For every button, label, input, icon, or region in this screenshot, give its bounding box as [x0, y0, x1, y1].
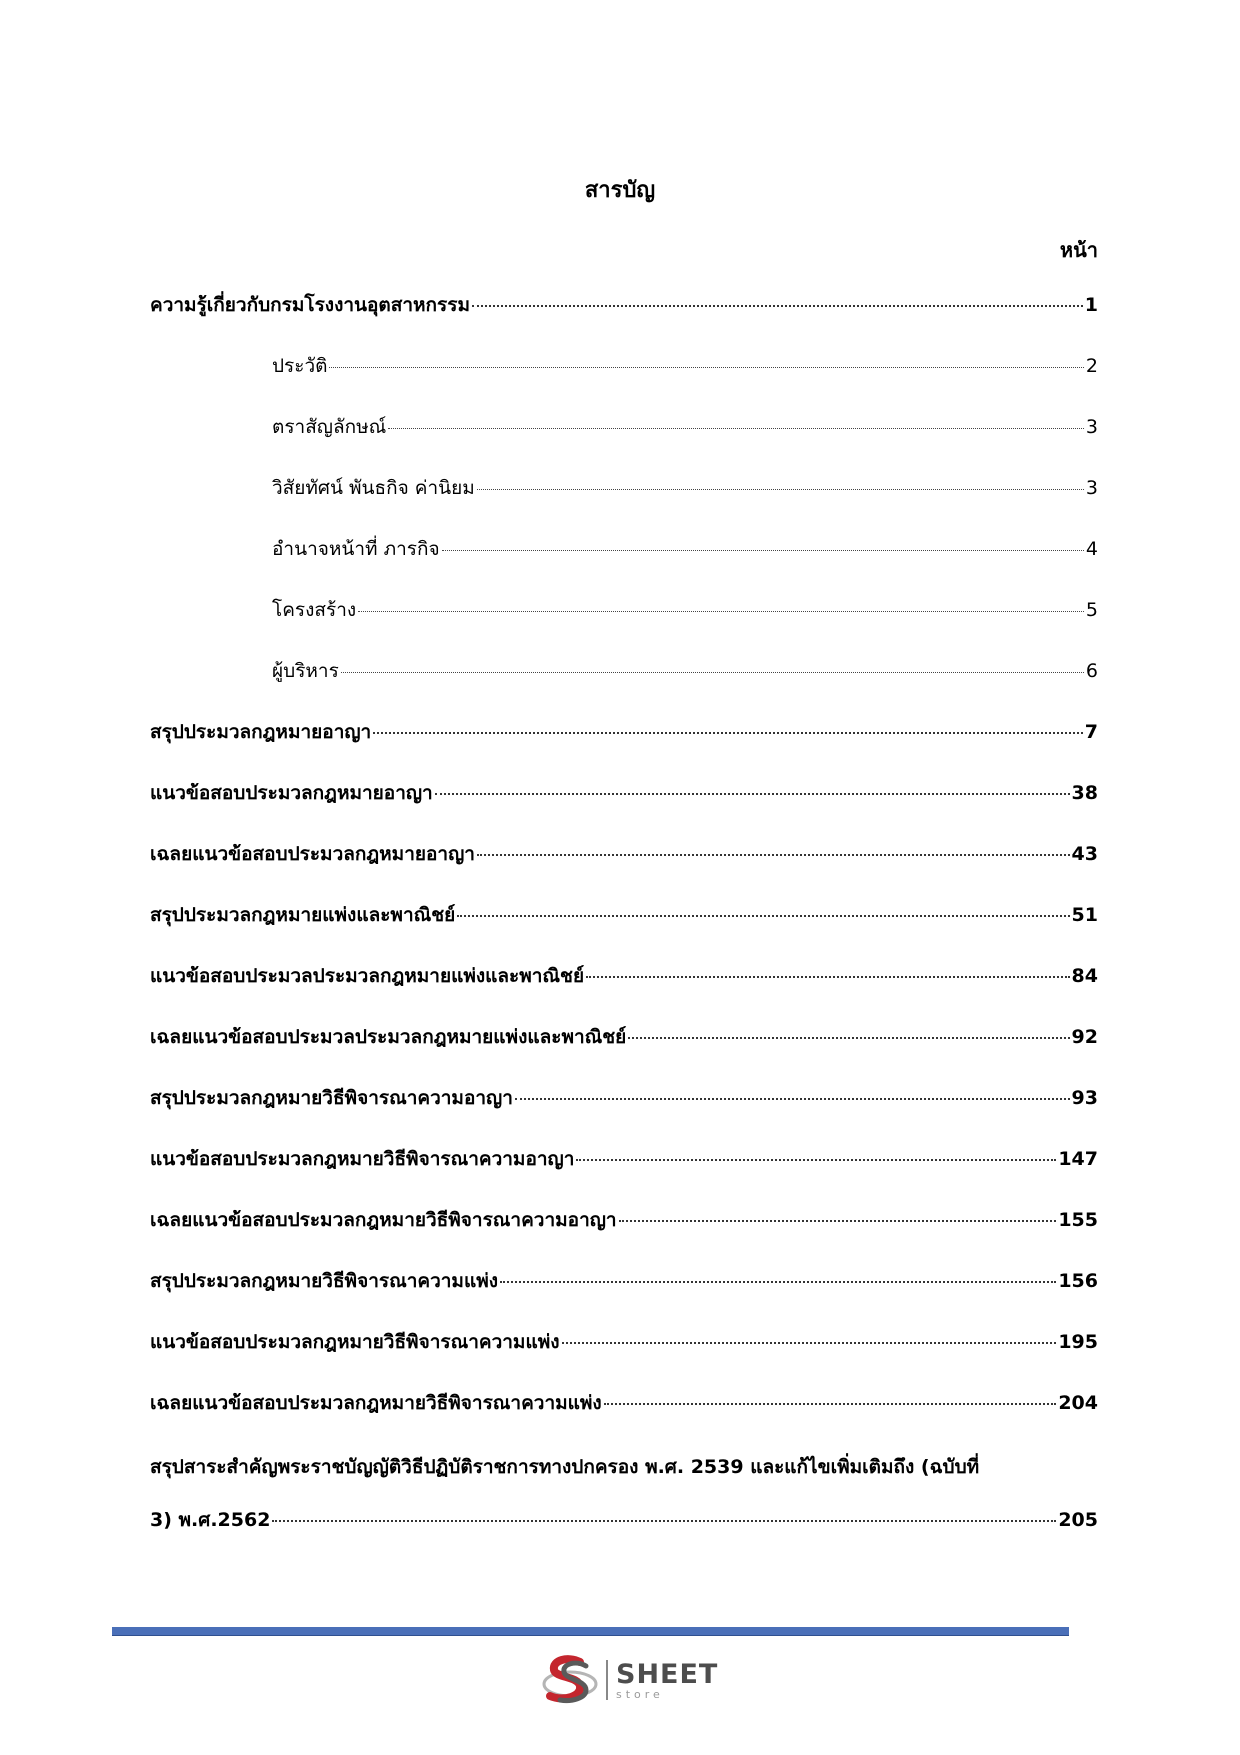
toc-entry-page: 2: [1085, 355, 1098, 377]
toc-subentry[interactable]: [150, 351, 1098, 412]
dot-leader: [472, 305, 1083, 307]
toc-entry-label: สรุปประมวลกฎหมายวิธีพิจารณาความแพ่ง: [150, 1270, 498, 1292]
toc-entry-label: ผู้บริหาร: [272, 660, 339, 682]
toc-entry-label-line2: 3) พ.ศ.2562: [150, 1509, 271, 1531]
dot-leader: [358, 611, 1084, 612]
toc-entry-label: แนวข้อสอบประมวลกฎหมายวิธีพิจารณาความอาญา: [150, 1148, 575, 1170]
toc-entry-label: อำนาจหน้าที่ ภารกิจ: [272, 538, 440, 560]
toc-entry[interactable]: [150, 1266, 1098, 1327]
toc-entry-label: เฉลยแนวข้อสอบประมวลกฎหมายวิธีพิจารณาความแพ่ง: [150, 1392, 602, 1414]
dot-leader: [562, 1342, 1057, 1344]
toc-entry-label: สรุปประมวลกฎหมายวิธีพิจารณาความอาญา: [150, 1087, 513, 1109]
toc-entry[interactable]: [150, 1083, 1098, 1144]
toc-entry-page: 84: [1071, 965, 1098, 987]
toc-entry-label: แนวข้อสอบประมวลประมวลกฎหมายแพ่งและพาณิชย์: [150, 965, 585, 987]
toc-entry-page: 147: [1058, 1148, 1098, 1170]
toc-entry[interactable]: [150, 1327, 1098, 1388]
toc-title: สารบัญ: [584, 178, 656, 203]
toc-entry-page: 195: [1058, 1331, 1098, 1353]
toc-subentry[interactable]: [150, 473, 1098, 534]
toc-entry-page: 93: [1071, 1087, 1098, 1109]
toc-entry-label: ประวัติ: [272, 355, 328, 377]
toc-entry[interactable]: [150, 778, 1098, 839]
toc-entry-page: 38: [1071, 782, 1098, 804]
toc-entry-label-line1: สรุปสาระสำคัญพระราชบัญญัติวิธีปฏิบัติราชการทางปกครอง พ.ศ. 2539 และแก้ไขเพิ่มเติมถึง (ฉบับที่: [150, 1456, 980, 1478]
toc-entry-page: 204: [1058, 1392, 1098, 1414]
toc-entry-label: เฉลยแนวข้อสอบประมวลประมวลกฎหมายแพ่งและพาณิชย์: [150, 1026, 627, 1048]
toc-subentry[interactable]: [150, 412, 1098, 473]
toc-entry-page: 43: [1071, 843, 1098, 865]
dot-leader: [457, 915, 1069, 917]
toc-entry[interactable]: [150, 290, 1098, 351]
toc-entry-page: 7: [1084, 721, 1098, 743]
dot-leader: [442, 550, 1084, 551]
dot-leader: [586, 976, 1069, 978]
toc-entry[interactable]: [150, 1205, 1098, 1266]
dot-leader: [604, 1403, 1057, 1405]
toc-entry-page: 51: [1071, 904, 1098, 926]
sheet-store-logo: [540, 1652, 718, 1708]
dot-leader: [628, 1037, 1069, 1039]
toc-entry-line2: [150, 1505, 1098, 1545]
toc-entry-label: เฉลยแนวข้อสอบประมวลกฎหมายวิธีพิจารณาความอาญา: [150, 1209, 617, 1231]
toc-entry-label: ความรู้เกี่ยวกับกรมโรงงานอุตสาหกรรม: [150, 294, 470, 316]
toc-entry-page: 1: [1084, 294, 1098, 316]
toc-entry[interactable]: [150, 1022, 1098, 1083]
dot-leader: [515, 1098, 1070, 1100]
toc-entry-label: วิสัยทัศน์ พันธกิจ ค่านิยม: [272, 477, 475, 499]
toc-entry-label: แนวข้อสอบประมวลกฎหมายวิธีพิจารณาความแพ่ง: [150, 1331, 560, 1353]
logo-separator: [606, 1660, 608, 1700]
toc-entry-page: 3: [1085, 477, 1098, 499]
toc-entry-page: 92: [1071, 1026, 1098, 1048]
logo-text: [616, 1658, 719, 1701]
dot-leader: [329, 367, 1083, 368]
toc-entry[interactable]: [150, 1144, 1098, 1205]
toc-entry-page: 156: [1058, 1270, 1098, 1292]
toc-entry-page: 4: [1085, 538, 1098, 560]
dot-leader: [477, 854, 1070, 856]
toc-entry[interactable]: [150, 717, 1098, 778]
toc-entry[interactable]: [150, 900, 1098, 961]
dot-leader: [619, 1220, 1057, 1222]
toc-entry-page: 5: [1085, 599, 1098, 621]
dot-leader: [576, 1159, 1056, 1161]
toc-entry-label: แนวข้อสอบประมวลกฎหมายอาญา: [150, 782, 433, 804]
dot-leader: [341, 672, 1084, 673]
toc-entry-page: 6: [1085, 660, 1098, 682]
dot-leader: [477, 489, 1084, 490]
toc-entry-label: สรุปประมวลกฎหมายอาญา: [150, 721, 372, 743]
toc-entry-page: 205: [1058, 1509, 1098, 1531]
toc-entry-page: 155: [1058, 1209, 1098, 1231]
toc-entry-label: สรุปประมวลกฎหมายแพ่งและพาณิชย์: [150, 904, 456, 926]
toc-entry[interactable]: [150, 961, 1098, 1022]
toc-entry-page: 3: [1085, 416, 1098, 438]
logo-sub-text: store: [616, 1687, 664, 1701]
toc-entry[interactable]: [150, 1388, 1098, 1449]
dot-leader: [272, 1520, 1056, 1522]
sheet-store-s-logo-icon: [540, 1654, 600, 1706]
toc-entry-label: โครงสร้าง: [272, 599, 357, 621]
toc-entry-label: เฉลยแนวข้อสอบประมวลกฎหมายอาญา: [150, 843, 475, 865]
toc-subentry[interactable]: [150, 595, 1098, 656]
dot-leader: [500, 1281, 1056, 1283]
dot-leader: [373, 732, 1083, 734]
toc-entry-multiline[interactable]: [150, 1449, 1098, 1545]
footer-divider-bar: [112, 1627, 1069, 1636]
dot-leader: [435, 793, 1070, 795]
page-column-label: หน้า: [1059, 238, 1098, 262]
toc-entry-label: ตราสัญลักษณ์: [272, 416, 387, 438]
toc-subentry[interactable]: [150, 534, 1098, 595]
toc-subentry[interactable]: [150, 656, 1098, 717]
table-of-contents: [150, 290, 1098, 1545]
dot-leader: [388, 428, 1084, 429]
logo-main-text: SHEET: [616, 1658, 719, 1690]
toc-entry[interactable]: [150, 839, 1098, 900]
